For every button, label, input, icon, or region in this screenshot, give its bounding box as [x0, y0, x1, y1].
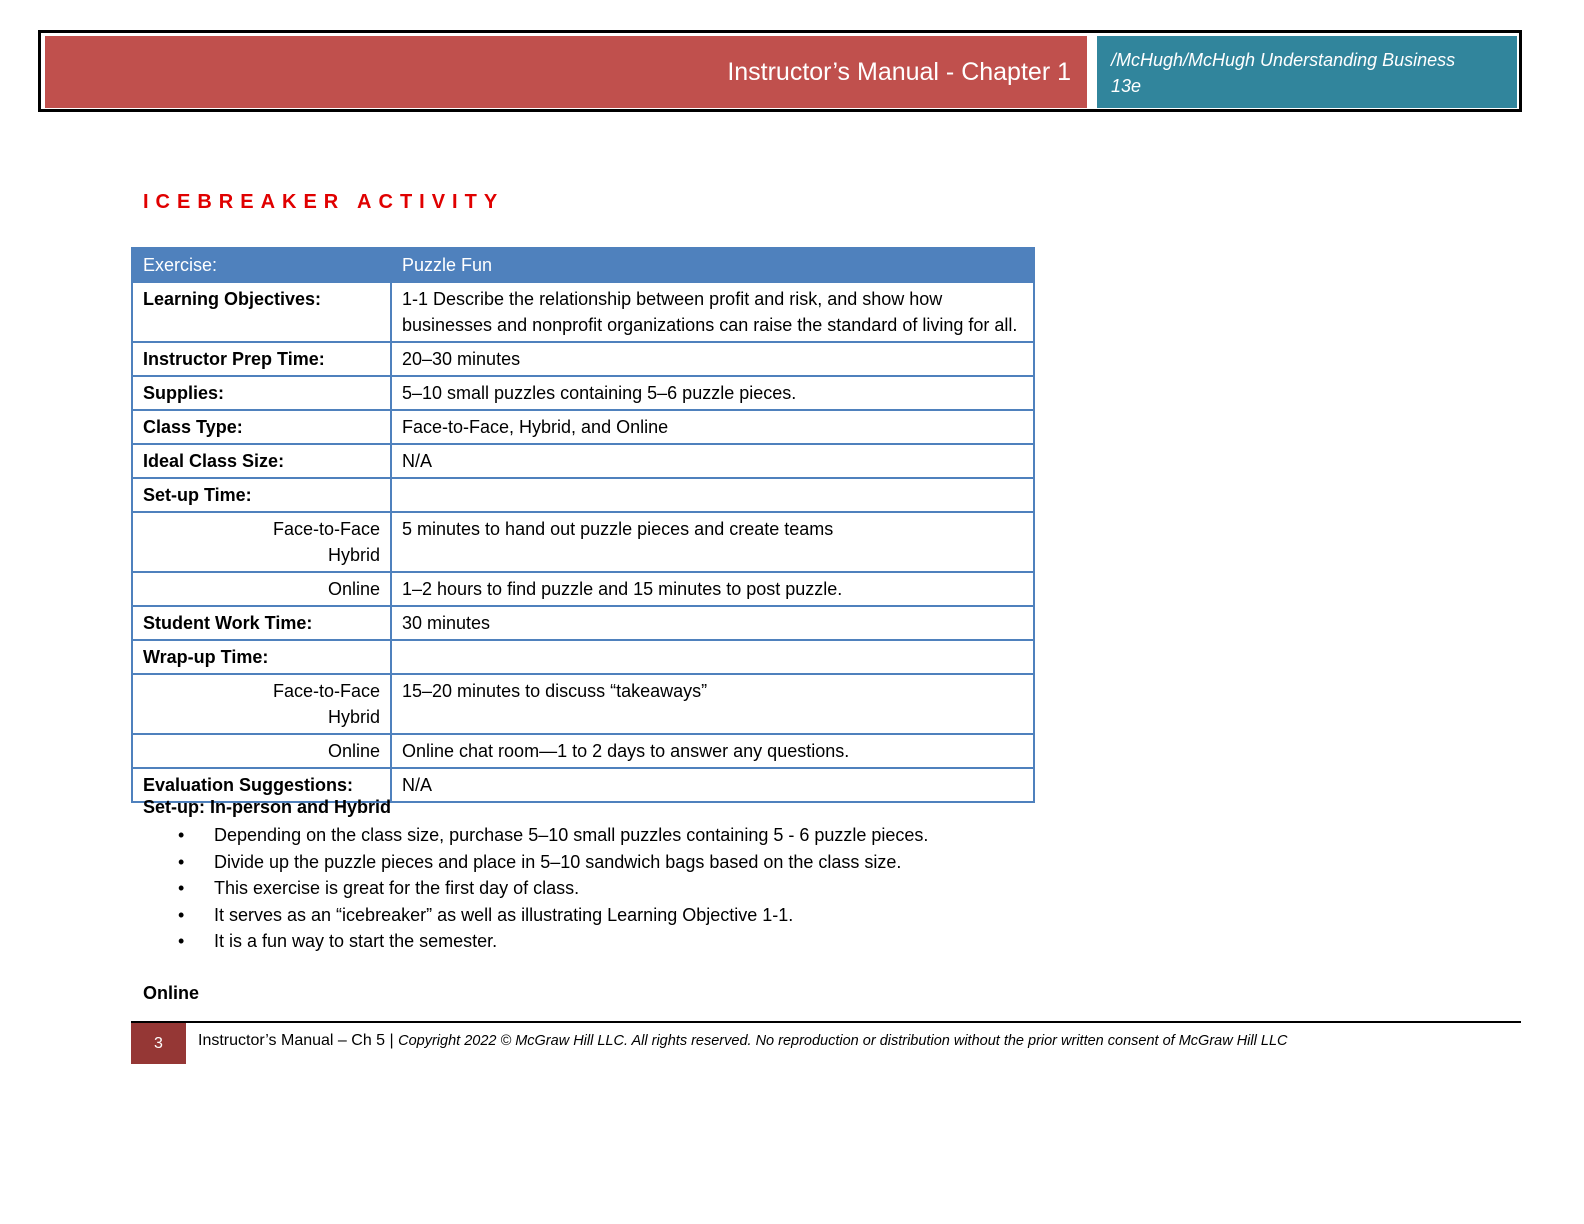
list-item-text: Divide up the puzzle pieces and place in 5–10 sandwich bags based on the class size. [214, 851, 902, 872]
bullet-icon: • [178, 878, 185, 898]
objectives-value: 1-1 Describe the relationship between profit and risk, and show how businesses and nonprofit organizations can raise the standard of living for all. [391, 282, 1034, 342]
prep-value: 20–30 minutes [391, 342, 1034, 376]
list-item [143, 875, 928, 902]
exercise-label: Exercise: [132, 248, 391, 282]
table-row [132, 572, 1034, 606]
table-row [132, 410, 1034, 444]
table-row [132, 248, 1034, 282]
list-item-text: Depending on the class size, purchase 5–10 small puzzles containing 5 - 6 puzzle pieces. [214, 825, 929, 845]
section-title: ICEBREAKER ACTIVITY [143, 191, 505, 213]
work-value: 30 minutes [391, 606, 1034, 640]
table-row [132, 734, 1034, 768]
footer-manual: Instructor’s Manual – Ch 5 | [198, 1032, 399, 1049]
list-item-text: It is a fun way to start the semester. [214, 931, 498, 951]
wrap-online-label: Online [132, 734, 391, 768]
table-row [132, 282, 1034, 342]
setup-online-value: 1–2 hours to find puzzle and 15 minutes to post puzzle. [391, 572, 1034, 606]
exercise-value: Puzzle Fun [391, 248, 1034, 282]
prep-label: Instructor Prep Time: [132, 342, 391, 376]
setup-f2f-label [132, 512, 391, 572]
setup-f2f-line: Face-to-Face [272, 519, 380, 539]
footer-text [198, 1032, 1287, 1050]
wrap-online-value: Online chat room—1 to 2 days to answer any questions. [391, 734, 1034, 768]
page-number: 3 [131, 1023, 186, 1064]
supplies-value: 5–10 small puzzles containing 5–6 puzzle pieces. [391, 376, 1034, 410]
footer-copyright: Copyright 2022 © McGraw Hill LLC. All rights reserved. No reproduction or distribution without the prior written consent of McGraw Hill LLC [398, 1033, 1288, 1049]
size-label: Ideal Class Size: [132, 444, 391, 478]
header-title: Instructor’s Manual - Chapter 1 [45, 36, 1087, 108]
list-item-text: It serves as an “icebreaker” as well as illustrating Learning Objective 1-1. [214, 904, 794, 925]
list-item-text: This exercise is great for the first day of class. [214, 878, 580, 898]
table-row [132, 640, 1034, 674]
bullet-icon: • [178, 825, 185, 845]
eval-value: N/A [391, 768, 1034, 802]
table-row [132, 674, 1034, 734]
table-row [132, 342, 1034, 376]
activity-table [131, 247, 1035, 803]
setup-hybrid-line: Hybrid [327, 545, 380, 565]
online-heading: Online [143, 983, 200, 1003]
eval-label: Evaluation Suggestions: [132, 768, 391, 802]
list-item [143, 928, 928, 955]
wrap-label: Wrap-up Time: [132, 640, 391, 674]
wrap-value-empty [391, 640, 1034, 674]
bullet-icon: • [178, 904, 185, 925]
table-row [132, 444, 1034, 478]
setup-label: Set-up Time: [132, 478, 391, 512]
size-value: N/A [391, 444, 1034, 478]
setup-heading: Set-up: In-person and Hybrid [143, 797, 392, 817]
wrap-f2f-value: 15–20 minutes to discuss “takeaways” [391, 674, 1034, 734]
wrap-f2f-label [132, 674, 391, 734]
supplies-label: Supplies: [132, 376, 391, 410]
header-book-title [1097, 36, 1517, 108]
wrap-hybrid-line: Hybrid [327, 707, 380, 727]
table-row [132, 606, 1034, 640]
classtype-label: Class Type: [132, 410, 391, 444]
objectives-label: Learning Objectives: [132, 282, 391, 342]
table-row [132, 376, 1034, 410]
list-item [143, 902, 928, 929]
list-item [143, 849, 928, 876]
book-title-line2: 13e [1111, 76, 1142, 96]
list-item [143, 822, 928, 849]
book-title-line1: /McHugh/McHugh Understanding Business [1111, 50, 1456, 70]
footer-divider [131, 1021, 1521, 1023]
table-row [132, 512, 1034, 572]
setup-list [143, 822, 928, 955]
table-row [132, 478, 1034, 512]
setup-online-label: Online [132, 572, 391, 606]
bullet-icon: • [178, 851, 185, 872]
work-label: Student Work Time: [132, 606, 391, 640]
classtype-value: Face-to-Face, Hybrid, and Online [391, 410, 1034, 444]
wrap-f2f-line: Face-to-Face [272, 681, 380, 701]
setup-f2f-value: 5 minutes to hand out puzzle pieces and create teams [391, 512, 1034, 572]
setup-value-empty [391, 478, 1034, 512]
bullet-icon: • [178, 931, 185, 951]
